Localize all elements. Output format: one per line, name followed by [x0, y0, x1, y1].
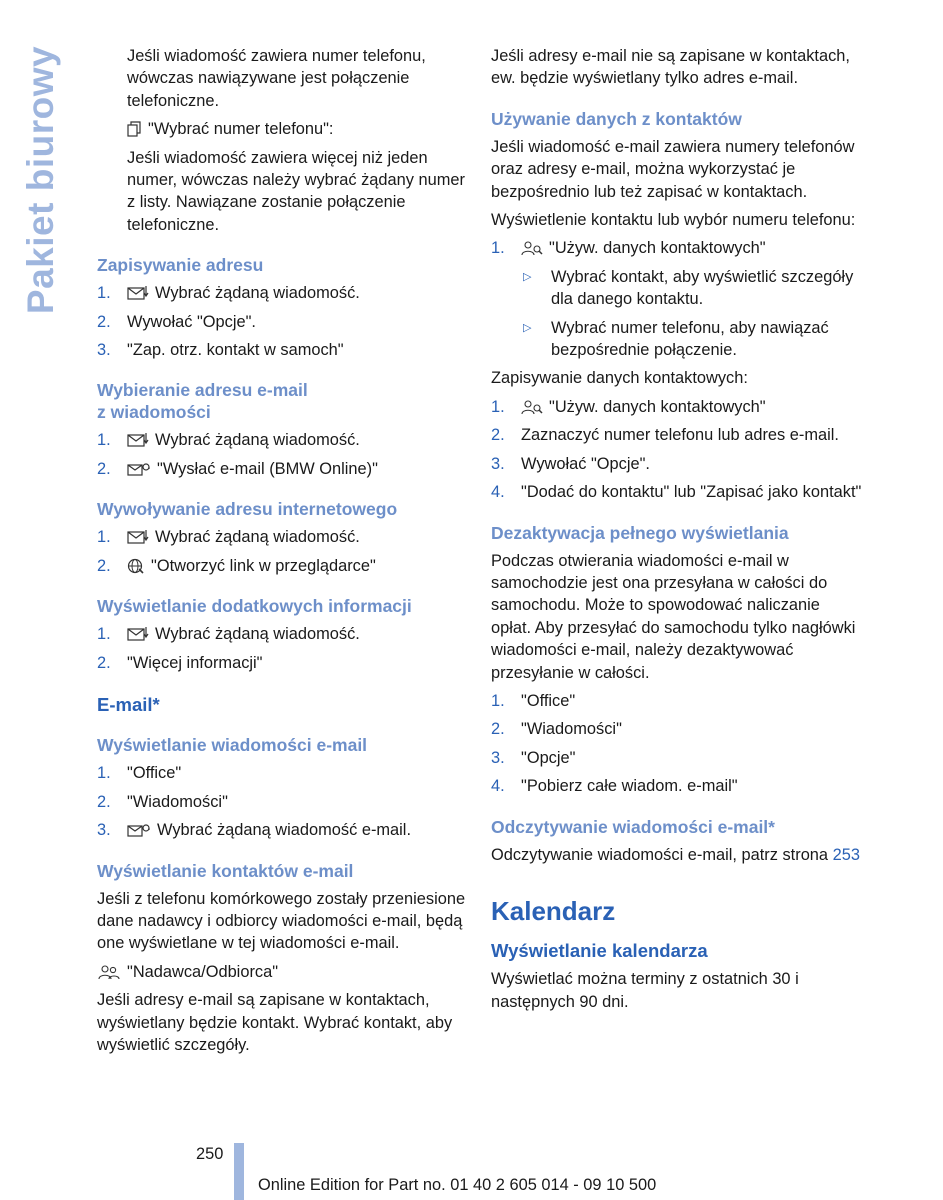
paragraph: Jeśli wiadomość e-mail zawiera numery telefonów oraz adresy e-mail, można wykorzystać je bezpośrednio lub też zapisać w kontaktach.: [491, 137, 855, 201]
list-text: Wybrać żądaną wiadomość.: [155, 528, 360, 547]
section-heading: Wywoływanie adresu internetowego: [97, 499, 398, 520]
list-text: Wybrać żądaną wiadomość.: [155, 431, 360, 450]
list-item: [97, 311, 467, 333]
list-text: Zaznaczyć numer telefonu lub adres e-mail.: [521, 426, 839, 445]
list-number: 4.: [491, 777, 505, 796]
list-number: 1.: [491, 691, 505, 710]
list-text: "Wysłać e-mail (BMW Online)": [157, 459, 378, 478]
list-item: [97, 555, 467, 577]
numbered-list: [491, 690, 863, 798]
list-item: [521, 266, 863, 311]
list-item: [97, 791, 467, 813]
paragraph-text: Odczytywanie wiadomości e-mail, patrz strona: [491, 845, 833, 864]
section-heading: Dezaktywacja pełnego wyświetlania: [491, 522, 789, 543]
section-heading: Odczytywanie wiadomości e-mail*: [491, 816, 775, 837]
heading-line: z wiadomości: [97, 402, 211, 423]
list-text: "Otworzyć link w przeglądarce": [151, 556, 376, 575]
list-number: 1.: [97, 284, 111, 303]
list-number: 1.: [491, 239, 505, 258]
message-icon: [127, 285, 149, 301]
list-item: [491, 775, 863, 797]
footer-bar: [234, 1143, 244, 1200]
list-number: 1.: [97, 625, 111, 644]
list-item: [97, 762, 467, 784]
list-item: [97, 458, 467, 480]
list-item: [97, 652, 467, 674]
contact-search-icon: [521, 399, 543, 415]
list-number: 3.: [491, 454, 505, 473]
numbered-list: [97, 526, 467, 577]
paragraph: Jeśli wiadomość zawiera więcej niż jeden numer, wówczas należy wybrać żądany numer z listy. Nawiązane zostanie połączenie telefoniczne.: [127, 148, 465, 234]
list-text: "Office": [127, 764, 182, 783]
paragraph: Wyświetlać można terminy z ostatnich 30 i następnych 90 dni.: [491, 970, 799, 1011]
list-item: [491, 237, 863, 259]
sender-recipient-item: [97, 961, 467, 983]
paragraph: [491, 844, 863, 866]
list-number: 1.: [97, 528, 111, 547]
paragraph: Jeśli wiadomość zawiera numer telefonu, wówczas nawiązywane jest połączenie telefoniczne.: [127, 47, 426, 110]
page-number: 250: [196, 1145, 224, 1163]
list-number: 2.: [97, 653, 111, 672]
list-text: "Wiadomości": [521, 720, 622, 739]
message-icon: [127, 626, 149, 642]
list-text: "Używ. danych kontaktowych": [549, 239, 766, 258]
list-item: [97, 282, 467, 304]
contacts-icon: [97, 964, 121, 980]
list-number: 3.: [97, 821, 111, 840]
list-number: 3.: [97, 341, 111, 360]
phone-select-item: [97, 118, 467, 140]
footer-edition: Online Edition for Part no. 01 40 2 605 014 - 09 10 500: [258, 1176, 657, 1194]
phone-icon: [127, 121, 142, 137]
paragraph: Jeśli adresy e-mail są zapisane w kontaktach, wyświetlany będzie kontakt. Wybrać kontakt, aby wyświetlić szczegóły.: [97, 991, 453, 1054]
list-number: 1.: [491, 397, 505, 416]
list-number: 2.: [97, 556, 111, 575]
list-item: [97, 526, 467, 548]
list-item: [491, 481, 863, 503]
list-text: Wybrać numer telefonu, aby nawiązać bezpośrednie połączenie.: [551, 318, 829, 360]
section-heading: Zapisywanie adresu: [97, 255, 264, 276]
list-item: [491, 424, 863, 446]
list-number: 2.: [491, 720, 505, 739]
list-item: [491, 453, 863, 475]
paragraph: Jeśli z telefonu komórkowego zostały przeniesione dane nadawcy i odbiorcy wiadomości e-mail, będą one wyświetlane w tej wiadomości e-mail.: [97, 889, 466, 953]
triangle-bullet-icon: ▷: [523, 270, 532, 283]
left-column: [97, 45, 467, 1062]
list-text: Wywołać "Opcje".: [521, 454, 650, 473]
list-item: [491, 690, 863, 712]
email-icon: [127, 461, 151, 477]
section-side-title: [16, 40, 66, 320]
paragraph: Wyświetlenie kontaktu lub wybór numeru telefonu:: [491, 211, 856, 230]
list-item: [491, 747, 863, 769]
list-number: 3.: [491, 748, 505, 767]
list-text: Wybrać żądaną wiadomość.: [155, 284, 360, 303]
list-text: Wybrać żądaną wiadomość.: [155, 625, 360, 644]
list-text: "Używ. danych kontaktowych": [549, 397, 766, 416]
list-number: 1.: [97, 764, 111, 783]
page-link[interactable]: 253: [832, 845, 860, 864]
list-item: [97, 819, 467, 841]
list-number: 2.: [491, 426, 505, 445]
numbered-list: [97, 282, 467, 361]
sender-recipient-label: "Nadawca/Odbiorca": [127, 962, 279, 981]
section-heading: Wyświetlanie kontaktów e-mail: [97, 860, 354, 881]
list-item: [97, 429, 467, 451]
contact-search-icon: [521, 240, 543, 256]
numbered-list: [97, 623, 467, 674]
calendar-heading: Kalendarz: [491, 895, 616, 926]
paragraph: Jeśli adresy e-mail nie są zapisane w kontaktach, ew. będzie wyświetlany tylko adres e-mail.: [491, 47, 850, 88]
globe-icon: [127, 558, 145, 574]
list-item: [97, 623, 467, 645]
list-text: "Office": [521, 691, 576, 710]
list-text: Wybrać żądaną wiadomość e-mail.: [157, 821, 412, 840]
list-item: [491, 718, 863, 740]
email-heading: E-mail*: [97, 693, 160, 715]
paragraph: Zapisywanie danych kontaktowych:: [491, 369, 748, 388]
list-item: [97, 339, 467, 361]
list-number: 2.: [97, 792, 111, 811]
list-text: "Dodać do kontaktu" lub "Zapisać jako kontakt": [521, 483, 862, 502]
right-column: [491, 45, 863, 1019]
section-heading: Wyświetlanie kalendarza: [491, 939, 708, 961]
section-heading: Używanie danych z kontaktów: [491, 108, 742, 129]
message-icon: [127, 529, 149, 545]
section-heading: Wyświetlanie wiadomości e-mail: [97, 735, 368, 756]
list-number: 1.: [97, 431, 111, 450]
numbered-list: [491, 396, 863, 504]
numbered-list: [97, 429, 467, 480]
list-text: "Więcej informacji": [127, 653, 263, 672]
list-item: [521, 317, 863, 362]
message-icon: [127, 432, 149, 448]
bullet-list: [491, 266, 863, 362]
list-number: 4.: [491, 483, 505, 502]
side-title-text: Pakiet biurowy: [20, 45, 61, 315]
numbered-list: [491, 237, 863, 259]
heading-line: Wybieranie adresu e-mail: [97, 380, 308, 401]
paragraph: Podczas otwierania wiadomości e-mail w samochodzie jest ona przesyłana w całości do samochodu. Może to spowodować naliczanie opłat. Aby przesyłać do samochodu tylko nagłówki wiadomości e-mail, należy dezaktywować przesyłanie w całości.: [491, 551, 856, 682]
list-text: Wybrać kontakt, aby wyświetlić szczegóły dla danego kontaktu.: [551, 267, 854, 309]
list-text: "Wiadomości": [127, 792, 228, 811]
list-text: "Opcje": [521, 748, 576, 767]
section-heading: [97, 379, 467, 423]
list-text: "Pobierz całe wiadom. e-mail": [521, 777, 738, 796]
list-number: 2.: [97, 312, 111, 331]
email-icon: [127, 822, 151, 838]
phone-select-label: "Wybrać numer telefonu":: [148, 120, 334, 139]
section-heading: Wyświetlanie dodatkowych informacji: [97, 596, 412, 617]
list-number: 2.: [97, 459, 111, 478]
triangle-bullet-icon: ▷: [523, 321, 532, 334]
list-text: "Zap. otrz. kontakt w samoch": [127, 341, 344, 360]
numbered-list: [97, 762, 467, 841]
list-item: [491, 396, 863, 418]
list-text: Wywołać "Opcje".: [127, 312, 256, 331]
